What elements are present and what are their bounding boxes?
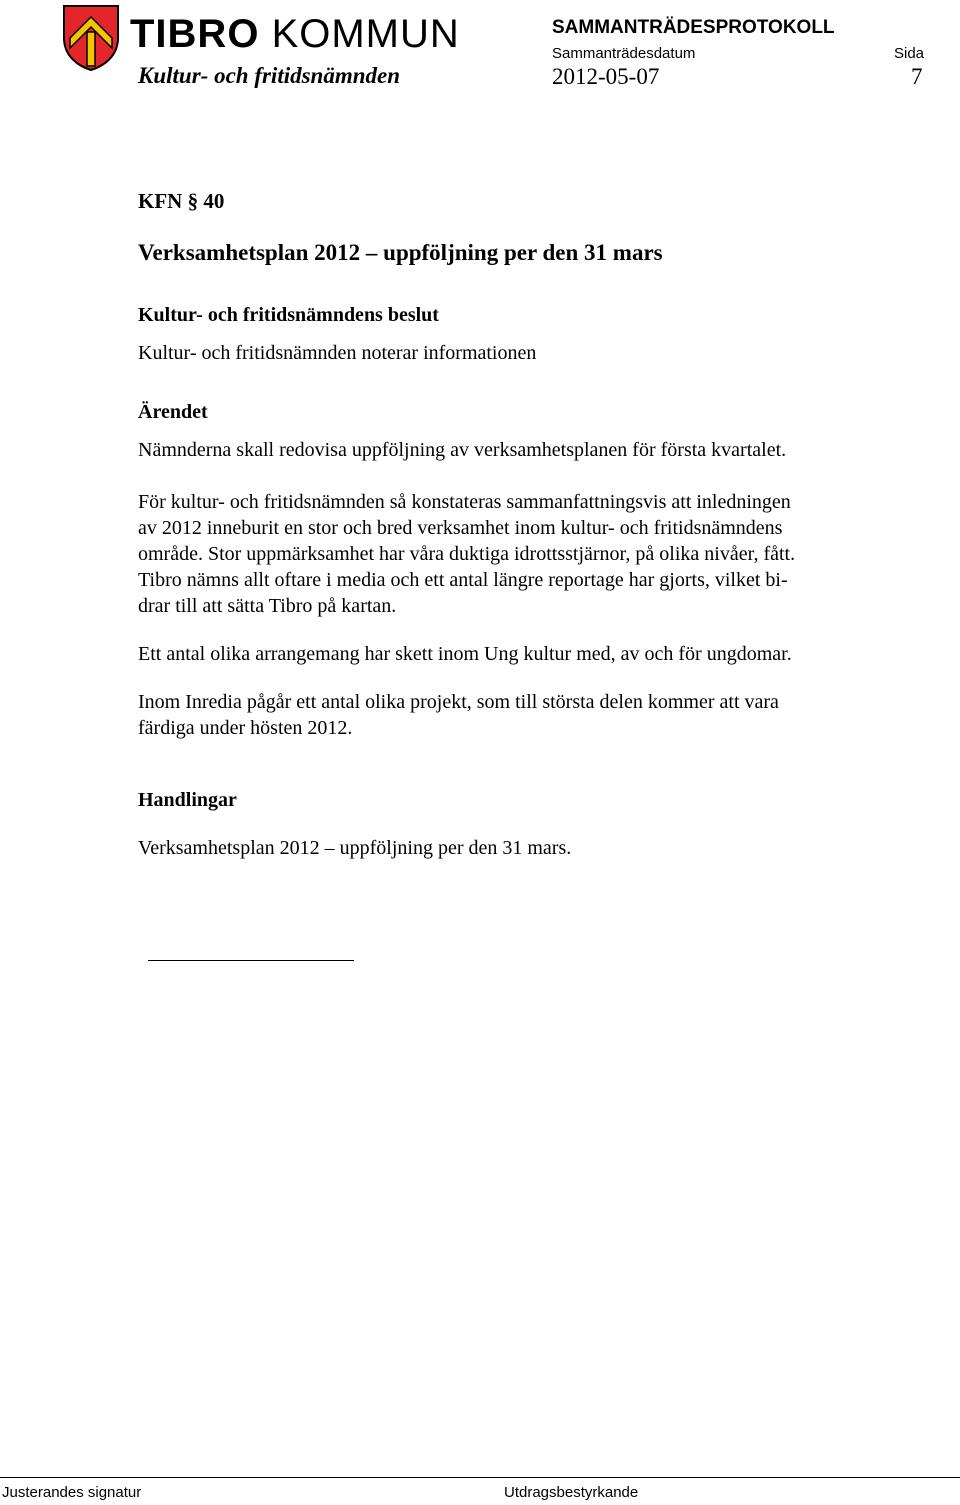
footer-rule (0, 1477, 960, 1478)
shield-icon (62, 4, 120, 72)
document-type: SAMMANTRÄDESPROTOKOLL (552, 17, 835, 38)
matter-line: Tibro nämns allt oftare i media och ett antal längre reportage har gjorts, vilket bi- (138, 569, 788, 591)
matter-line: För kultur- och fritidsnämnden så konstateras sammanfattningsvis att inledningen (138, 491, 791, 513)
documents-text: Verksamhetsplan 2012 – uppföljning per den 31 mars. (138, 837, 572, 859)
footer-certification-label: Utdragsbestyrkande (504, 1484, 639, 1501)
matter-line: Inom Inredia pågår ett antal olika projekt, som till största delen kommer att vara (138, 691, 779, 713)
documents-heading: Handlingar (138, 789, 237, 811)
document-body (138, 186, 898, 861)
meeting-date-value: 2012-05-07 (552, 64, 660, 89)
page-number: 7 (911, 64, 923, 89)
matter-line: av 2012 inneburit en stor och bred verksamhet inom kultur- och fritidsnämndens (138, 517, 783, 539)
matter-line: drar till att sätta Tibro på kartan. (138, 595, 397, 617)
page-label: Sida (894, 45, 925, 62)
paragraph-number: KFN § 40 (138, 189, 225, 213)
matter-line: färdiga under hösten 2012. (138, 717, 353, 739)
logo-text-light: KOMMUN (271, 12, 460, 56)
footer-signature-label: Justerandes signatur (2, 1484, 142, 1501)
decision-text: Kultur- och fritidsnämnden noterar informationen (138, 342, 537, 364)
matter-line: område. Stor uppmärksamhet har våra duktiga idrottsstjärnor, på olika nivåer, fått. (138, 543, 796, 565)
meeting-date-label: Sammanträdesdatum (552, 45, 696, 62)
coat-of-arms-logo (62, 4, 120, 72)
logo-text-strong: TIBRO (130, 12, 260, 56)
closing-rule (148, 960, 354, 961)
committee-name: Kultur- och fritidsnämnden (138, 63, 401, 88)
decision-heading: Kultur- och fritidsnämndens beslut (138, 304, 439, 326)
item-title: Verksamhetsplan 2012 – uppföljning per den 31 mars (138, 240, 663, 265)
municipality-logo-text (130, 12, 460, 56)
matter-line: Ett antal olika arrangemang har skett inom Ung kultur med, av och för ungdomar. (138, 643, 792, 665)
matter-line: Nämnderna skall redovisa uppföljning av verksamhetsplanen för första kvartalet. (138, 439, 787, 461)
shield-pole (87, 32, 95, 66)
matter-heading: Ärendet (138, 401, 208, 423)
